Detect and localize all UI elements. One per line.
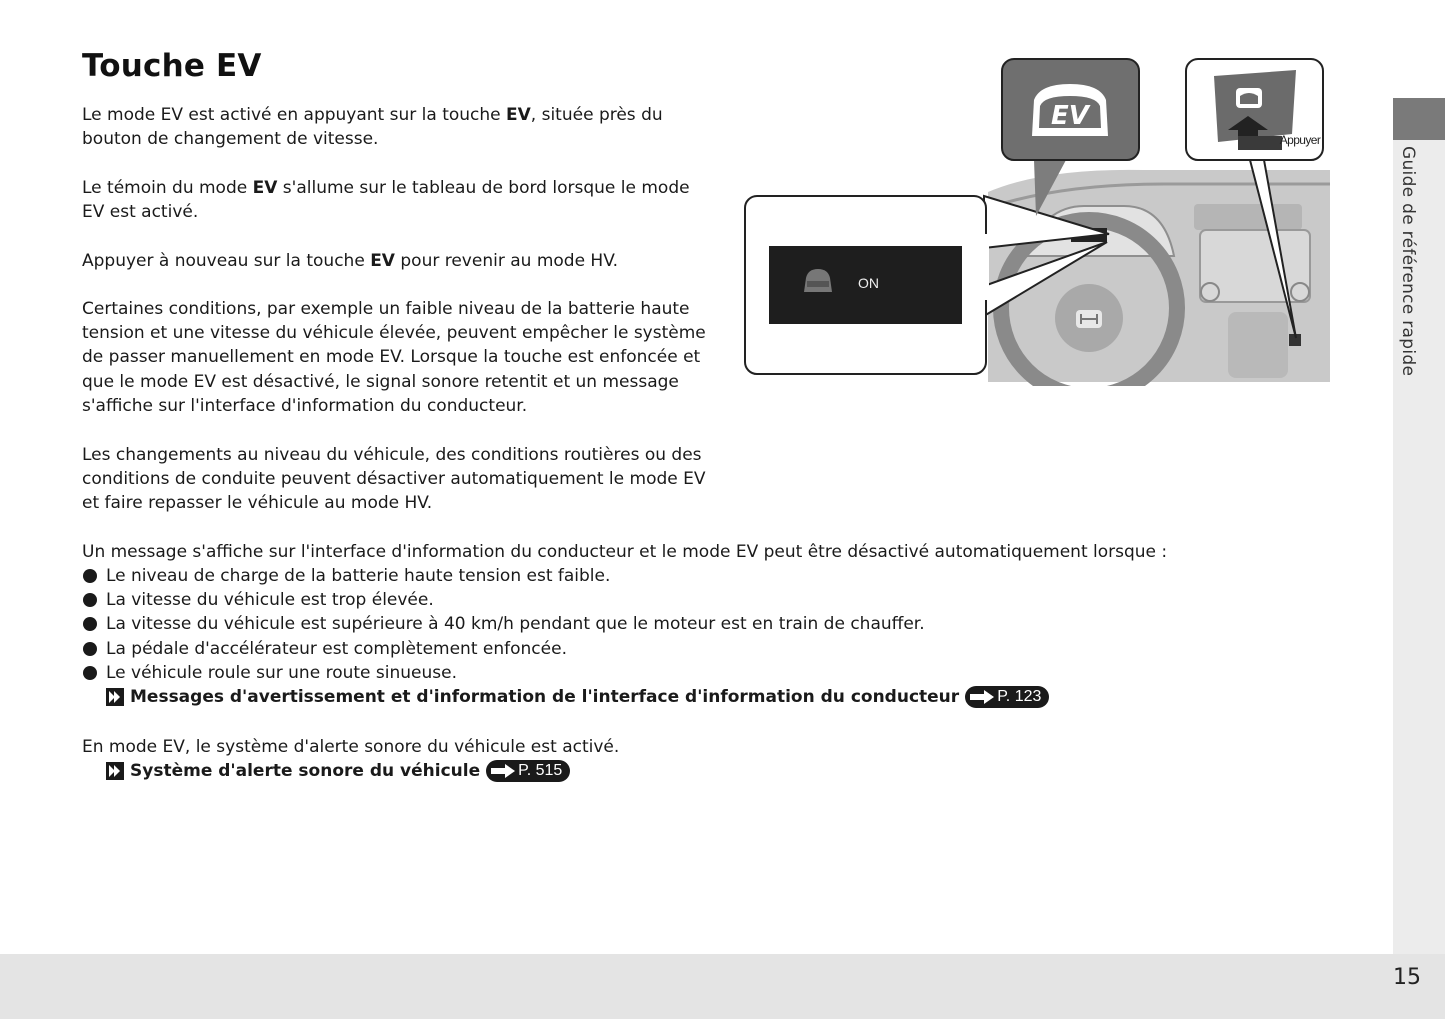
ev-button-label: EV <box>1051 101 1089 131</box>
page-title: Touche EV <box>82 48 262 84</box>
page-link-button[interactable]: P. 515 <box>486 760 570 782</box>
section-tab-label: Guide de référence rapide <box>1398 146 1418 377</box>
page-link-button[interactable]: P. 123 <box>965 686 1049 708</box>
xref-arrow-icon <box>106 762 124 780</box>
paragraph-conditions: Certaines conditions, par exemple un faible niveau de la batterie haute tension et une vitesse du véhicule élevée, peuvent empêcher le système de passer manuellement en mode EV. Lorsque la touche est enfoncée et que le mode EV est désactivé, le signal sonore retentit et un message s'affiche sur l'interface d'information du conducteur. <box>82 299 706 416</box>
list-item: La pédale d'accélérateur est complètement enfoncée. <box>82 637 925 661</box>
paragraph-ev-activation: Le mode EV est activé en appuyant sur la touche EV, située près du bouton de changement de vitesse. <box>82 105 663 150</box>
page-arrow-icon <box>490 764 516 778</box>
list-item: Le niveau de charge de la batterie haute tension est faible. <box>82 564 925 588</box>
section-tab <box>1393 98 1445 140</box>
list-item: La vitesse du véhicule est supérieure à 40 km/h pendant que le moteur est en train de chauffer. <box>82 612 925 636</box>
xref-arrow-icon <box>106 688 124 706</box>
dashboard-illustration <box>744 56 1334 386</box>
page-arrow-icon <box>969 690 995 704</box>
xref-driver-info-messages[interactable] <box>106 686 1049 708</box>
paragraph-return-hv: Appuyer à nouveau sur la touche EV pour revenir au mode HV. <box>82 251 619 271</box>
list-item: Le véhicule roule sur une route sinueuse. <box>82 661 925 685</box>
press-label: Appuyer <box>1279 133 1321 147</box>
xref-label: Messages d'avertissement et d'information de l'interface d'information du conducteur <box>130 687 960 707</box>
list-item: La vitesse du véhicule est trop élevée. <box>82 588 925 612</box>
paragraph-ev-indicator: Le témoin du mode EV s'allume sur le tableau de bord lorsque le mode EV est activé. <box>82 178 690 223</box>
indicator-state-label: ON <box>858 275 879 291</box>
xref-alert-system[interactable] <box>106 760 570 782</box>
page-footer <box>0 954 1445 1019</box>
paragraph-alert-system: En mode EV, le système d'alerte sonore du véhicule est activé. <box>82 737 620 757</box>
page-number: 15 <box>1393 965 1421 990</box>
xref-label: Système d'alerte sonore du véhicule <box>130 761 481 781</box>
paragraph-changes: Les changements au niveau du véhicule, des conditions routières ou des conditions de conduite peuvent désactiver automatiquement le mode EV et faire repasser le véhicule au mode HV. <box>82 445 706 514</box>
paragraph-message-intro: Un message s'affiche sur l'interface d'information du conducteur et le mode EV peut être désactivé automatiquement lorsque : <box>82 542 1168 562</box>
condition-list <box>82 564 925 685</box>
